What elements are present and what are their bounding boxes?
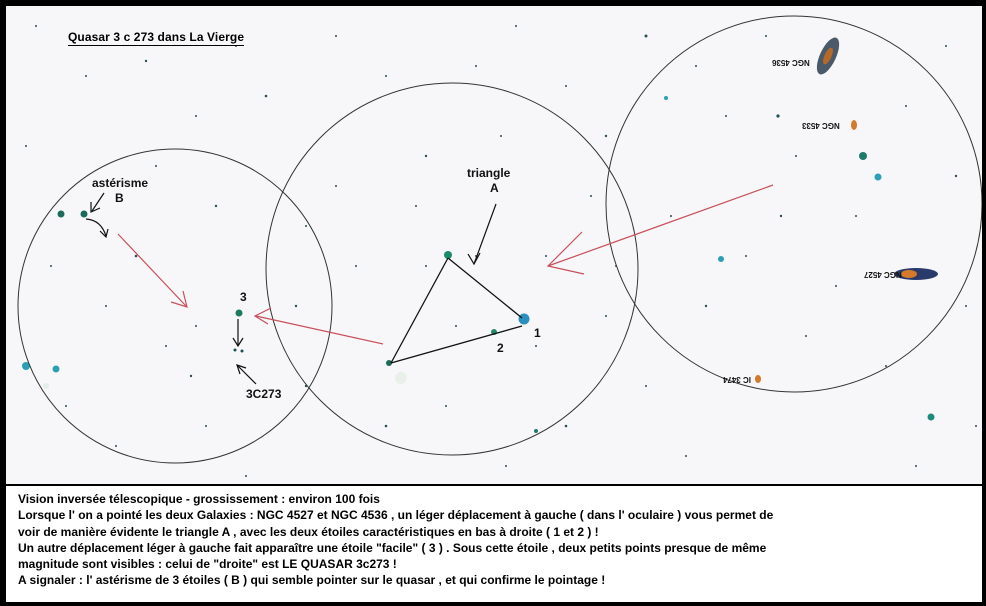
caption-line: magnitude sont visibles : celui de "droite" est LE QUASAR 3c273 ! <box>18 557 397 572</box>
caption-line: Vision inversée télescopique - grossissement : environ 100 fois <box>18 492 380 506</box>
quasar-label: 3C273 <box>246 387 282 401</box>
bright-stars <box>22 96 935 433</box>
asterism-label: astérisme <box>92 176 149 190</box>
caption-line: Lorsque l' on a pointé les deux Galaxies : NGC 4527 et NGC 4536 , un léger déplacement à gauche ( dans l' oculaire ) vous permet de <box>18 508 774 523</box>
field-circle-right <box>606 16 982 392</box>
caption-line: Un autre déplacement léger à gauche fait apparaître une étoile "facile" ( 3 ) . Sous cette étoile , deux petits points presque de même <box>18 540 767 555</box>
galaxies <box>755 34 938 383</box>
asterism-letter: B <box>115 191 124 205</box>
ngc-4527-label: NGC 4527 <box>864 270 902 279</box>
caption-line: voir de manière évidente le triangle A , avec les deux étoiles caractéristiques en bas à droite ( 1 et 2 ) ! <box>18 524 599 539</box>
ngc-4533-label: NGC 4533 <box>802 121 840 130</box>
ic-3474-label: IC 3474 <box>723 375 752 384</box>
star-2-label: 2 <box>497 341 504 355</box>
star-3-label: 3 <box>240 290 247 304</box>
pointer-arrows <box>86 193 496 384</box>
ngc-4536-label: NGC 4536 <box>772 58 810 67</box>
triangle-letter: A <box>490 181 499 195</box>
field-circle-center <box>266 83 638 455</box>
field-circles <box>18 16 982 463</box>
star-chart <box>6 6 982 484</box>
caption-box <box>6 486 982 602</box>
star-field <box>6 6 982 484</box>
caption-line: A signaler : l' astérisme de 3 étoiles ( B ) qui semble pointer sur le quasar , et qui confirme le pointage ! <box>18 573 606 588</box>
background-stars <box>25 25 977 477</box>
triangle-label: triangle <box>467 166 511 180</box>
field-circle-left <box>18 149 332 463</box>
red-arrows <box>118 185 773 344</box>
page-title: Quasar 3 c 273 dans La Vierge <box>68 30 245 44</box>
star-1-label: 1 <box>534 326 541 340</box>
